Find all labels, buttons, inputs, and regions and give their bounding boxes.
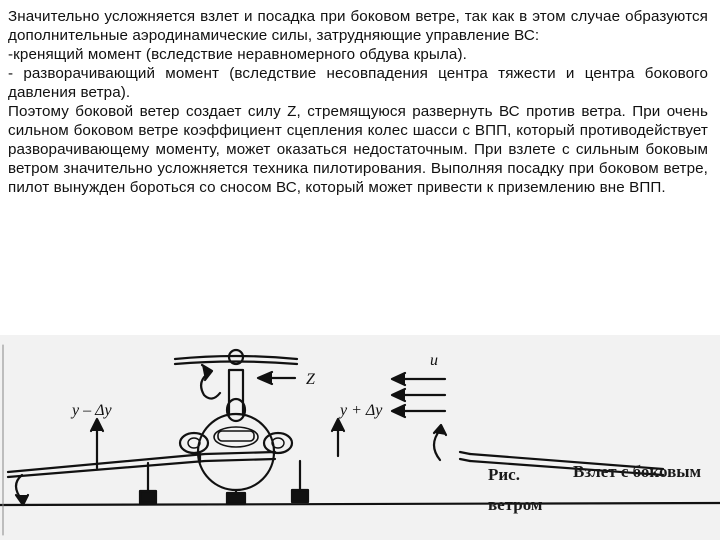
right-engine bbox=[264, 433, 292, 453]
label-left-lift: y – Δy bbox=[72, 402, 112, 419]
paragraph-conclusion: Поэтому боковой ветер создает силу Z, стремящуюся развернуть ВС против ветра. При очень сильном боковом ветре коэффициент сцепления колес шасси с ВПП, который противодействует разворачивающему моменту, может оказаться недостаточным. При взлете с сильным боковым ветром значительно усложняется техника пилотирования. Выполняя посадку при боковом ветре, пилот вынужден бороться со сносом ВС, который может привести к приземлению вне ВПП. bbox=[8, 103, 708, 196]
article-text bbox=[8, 7, 708, 197]
left-engine bbox=[180, 433, 208, 453]
left-wing bbox=[8, 452, 275, 472]
runway-line bbox=[0, 503, 720, 505]
figure-caption-line2: ветром bbox=[488, 495, 543, 514]
figure-caption-line1: Взлет с боковым bbox=[573, 462, 702, 481]
label-z: Z bbox=[306, 371, 315, 388]
paragraph-roll-moment: -кренящий момент (вследствие неравномерного обдува крыла). bbox=[8, 46, 467, 63]
aircraft-front-view-diagram bbox=[0, 335, 720, 540]
yaw-moment-arrow bbox=[201, 372, 220, 399]
label-right-lift: y + Δy bbox=[340, 402, 383, 419]
paragraph-intro: Значительно усложняется взлет и посадка при боковом ветре, так как в этом случае образуются дополнительные аэродинамические силы, затрудняющие управление ВС: bbox=[8, 8, 708, 44]
figure-caption-prefix: Рис. bbox=[488, 465, 520, 484]
roll-moment-arrow-right bbox=[434, 430, 440, 460]
label-u: u bbox=[430, 352, 438, 369]
paragraph-yaw-moment: - разворачивающий момент (вследствие несовпадения центра тяжести и центра бокового давления ветра). bbox=[8, 65, 708, 101]
horizontal-stabilizer bbox=[175, 356, 297, 359]
crosswind-takeoff-figure bbox=[0, 335, 720, 540]
tail-fin bbox=[229, 370, 243, 415]
